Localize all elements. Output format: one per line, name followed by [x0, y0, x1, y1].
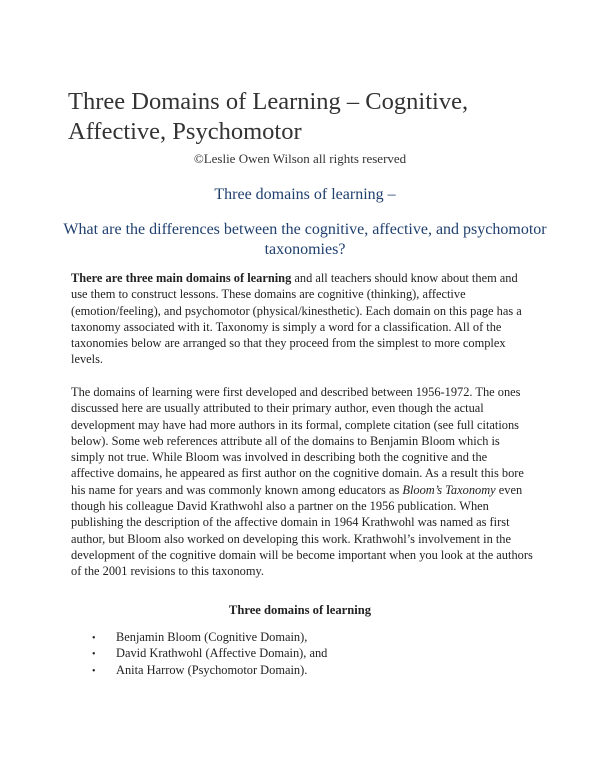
bullet-icon: •: [92, 633, 96, 644]
section-subheading: What are the differences between the cognitive, affective, and psychomotor taxonomies?: [63, 221, 547, 258]
list-item-text: David Krathwohl (Affective Domain), and: [116, 646, 328, 661]
document-title: Three Domains of Learning – Cognitive, Affective, Psychomotor: [68, 88, 469, 145]
list-title: Three domains of learning: [228, 603, 372, 617]
copyright-notice: ©Leslie Owen Wilson all rights reserved: [193, 151, 407, 166]
intro-paragraph: [71, 270, 533, 368]
blooms-taxonomy-italic: Bloom’s Taxonomy: [402, 482, 496, 497]
list-item: [92, 645, 327, 661]
list-item: [92, 662, 327, 678]
list-item-text: Anita Harrow (Psychomotor Domain).: [116, 662, 308, 677]
bullet-icon: •: [92, 649, 96, 661]
list-item-text: Benjamin Bloom (Cognitive Domain),: [116, 630, 308, 644]
intro-lead-bold: There are three main domains of learning: [71, 271, 292, 285]
history-text-part-a: The domains of learning were first developed and described between 1956-1972. The ones discussed here are usually attributed to their primary author, even though the actual development may have had more authors in its formal, complete citation (see full citations below). Some web references attribute all of the domains to Benjamin Bloom which is simply not true. While Bloom was involved in describing both the cognitive and the affective domains, he appeared as first author on the cognitive domain. As a result this bore his name for years and was commonly known among educators as: [71, 385, 524, 497]
list-item: [92, 629, 327, 645]
domains-list: [92, 629, 327, 678]
history-text-part-b: even though his colleague David Krathwohl also a partner on the 1956 publication. When publishing the description of the affective domain in 1964 Krathwohl was named as first author, but Bloom also worked on developing this work. Krathwohl’s involvement in the development of the cognitive domain will be become important when you look at the authors of the 2001 revisions to this taxonomy.: [71, 482, 533, 579]
section-heading: Three domains of learning –: [214, 186, 396, 203]
intro-body-text: and all teachers should know about them and use them to construct lessons. These domains are cognitive (thinking), affective (emotion/feeling), and psychomotor (physical/kinesthetic). Each domain on this page has a taxonomy associated with it. Taxonomy is simply a word for a classification. All of the taxonomies below are arranged so that they proceed from the simplest to more complex levels.: [71, 271, 522, 367]
history-paragraph: [71, 384, 533, 580]
bullet-icon: •: [92, 665, 96, 677]
